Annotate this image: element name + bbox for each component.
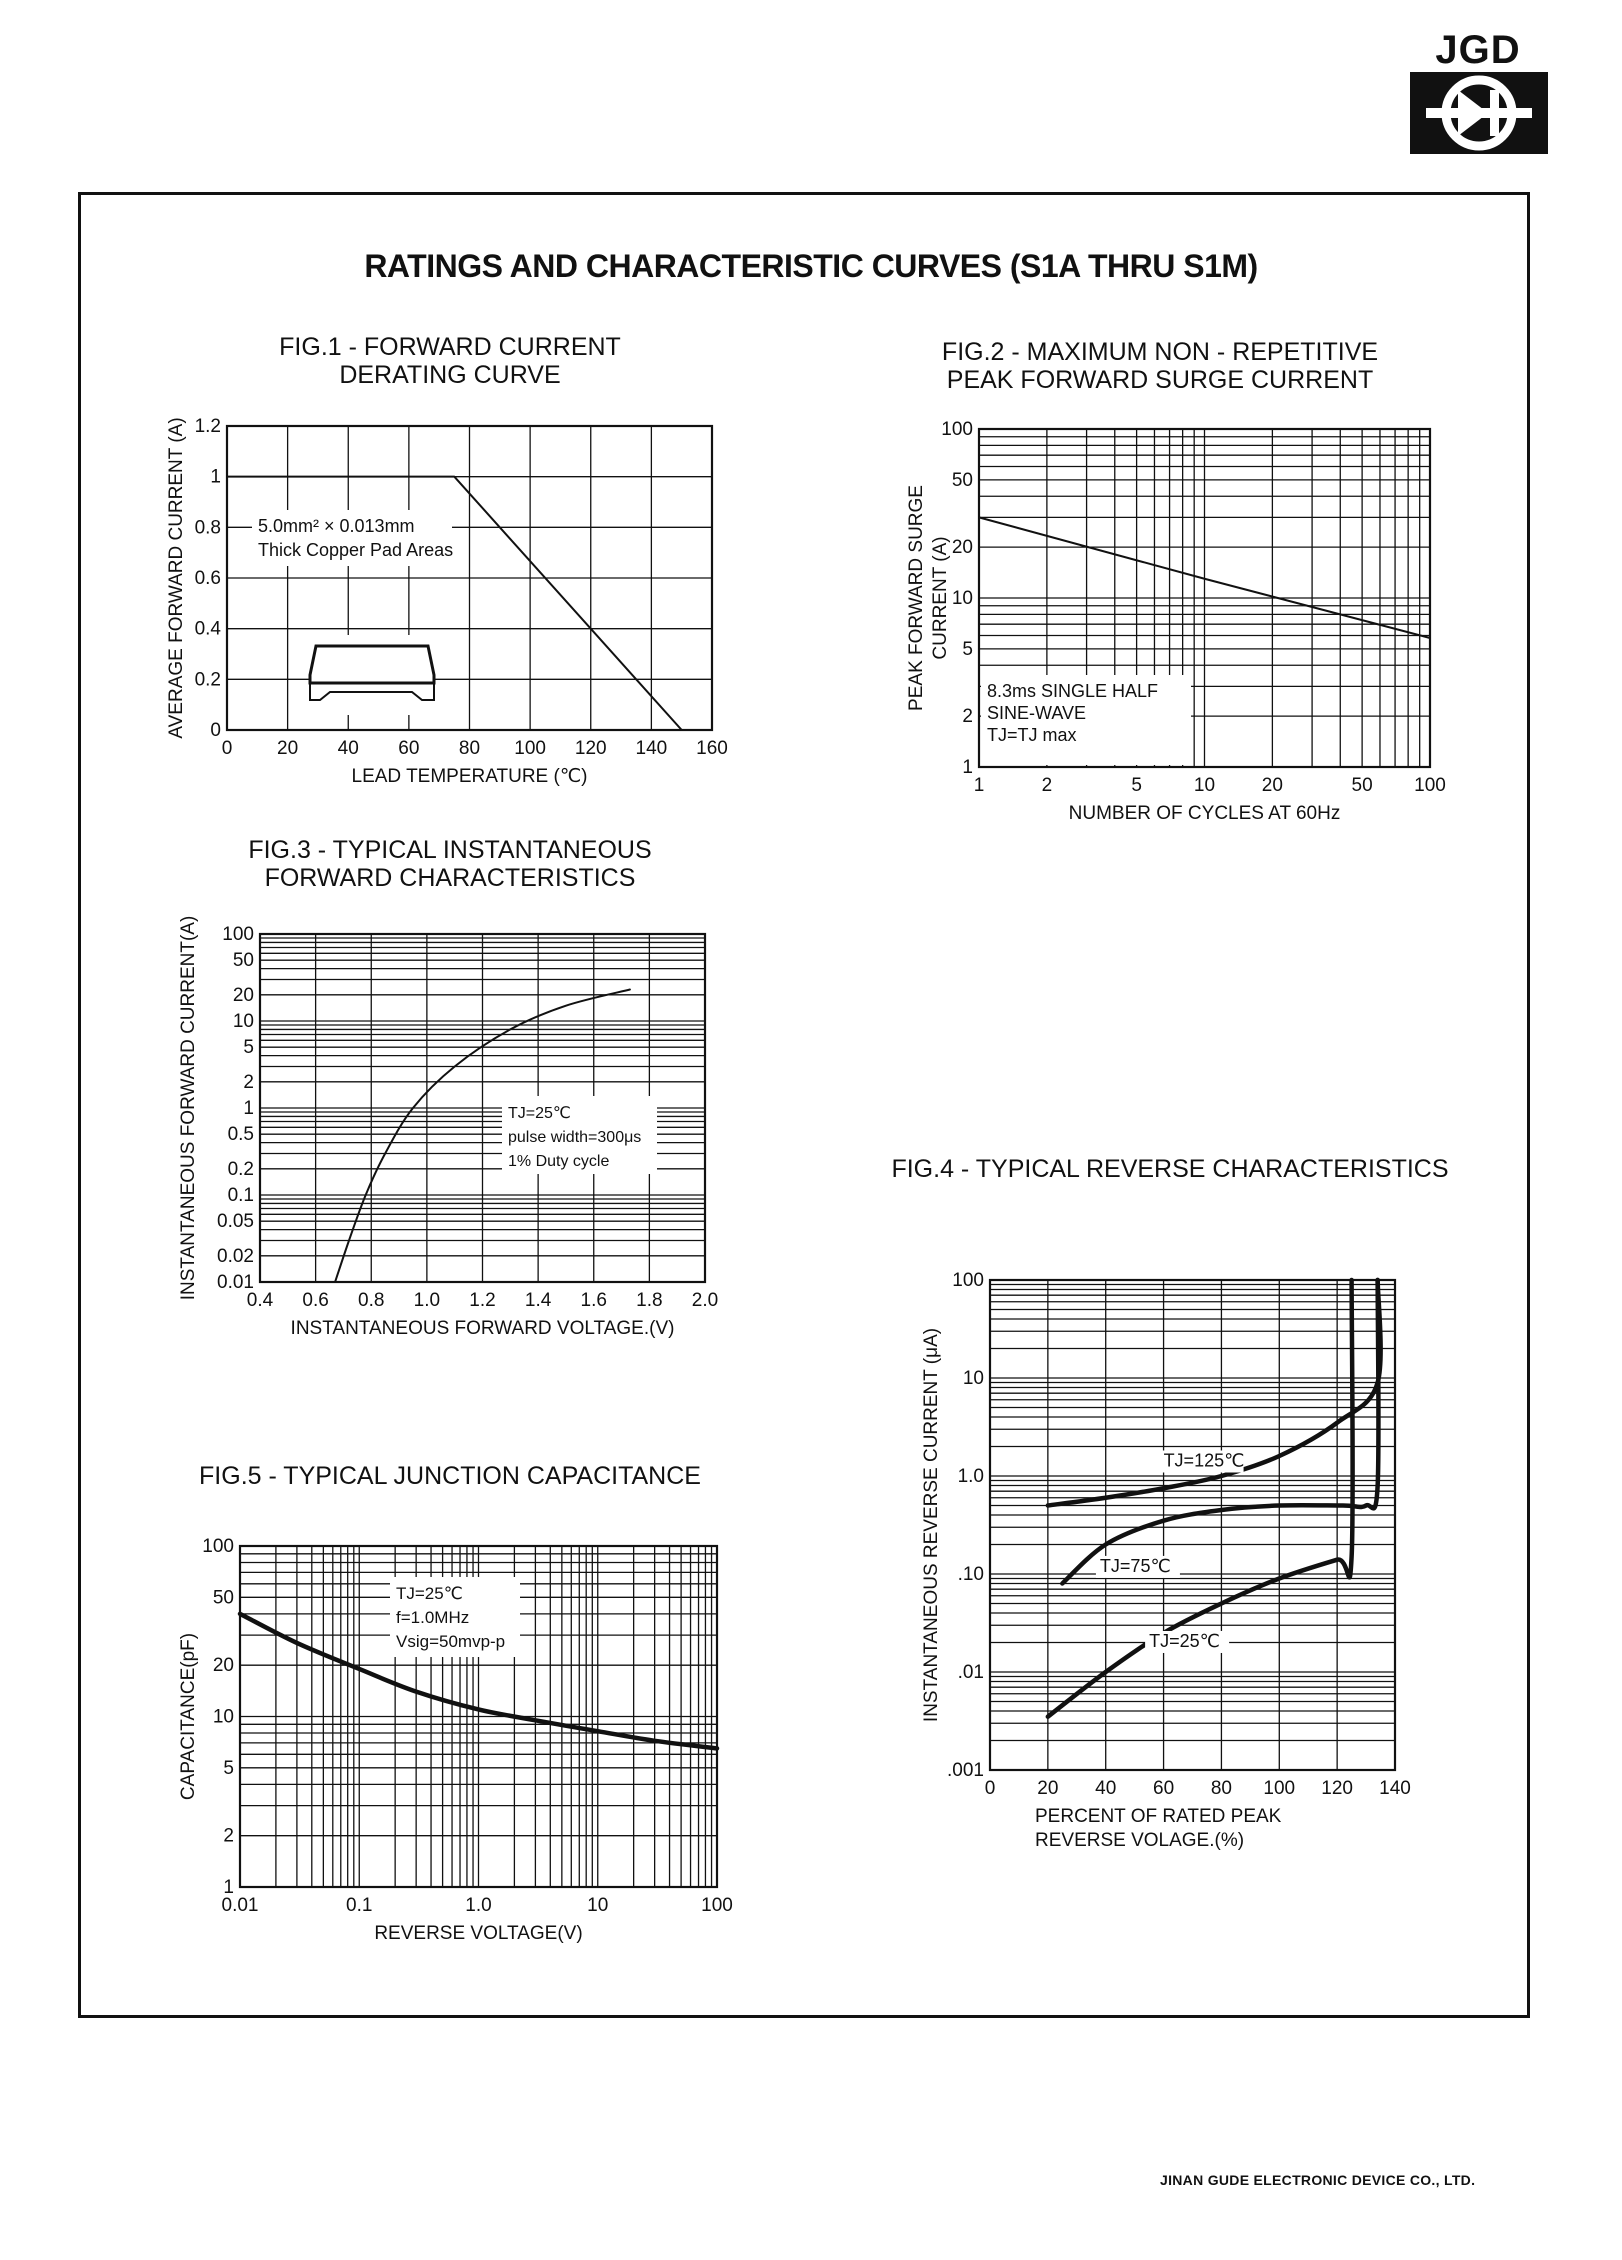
page-title: RATINGS AND CHARACTERISTIC CURVES (S1A THRU S1M) (364, 248, 1258, 284)
fig1-xtick-label: 140 (635, 738, 668, 759)
fig2-ytick-label: 5 (962, 638, 973, 660)
fig4-ytick-label: 1.0 (957, 1466, 984, 1487)
fig2-ytick-label: 20 (951, 537, 973, 559)
fig3-ytick-label: 0.1 (227, 1185, 254, 1206)
fig3-xtick-label: 1.4 (524, 1290, 552, 1311)
fig1-xtick-label: 40 (337, 738, 359, 759)
fig2-ytick-label: 10 (951, 588, 973, 609)
fig4-series-label: TJ=125℃ (1163, 1450, 1245, 1471)
fig2-xtick-label: 1 (973, 775, 985, 796)
fig3-ytick-label: 0.5 (227, 1124, 254, 1146)
fig5-ytick-label: 5 (223, 1757, 234, 1779)
fig3-xtick-label: 0.6 (302, 1290, 329, 1311)
fig3-ytick-label: 1 (243, 1098, 254, 1119)
fig2-ytick-label: 1 (962, 757, 973, 778)
fig2-xtick-label: 50 (1351, 775, 1373, 796)
fig1-annotation-line: Thick Copper Pad Areas (258, 540, 454, 560)
fig2-y-axis-label: CURRENT (A) (930, 536, 951, 660)
fig4-y-axis-label: INSTANTANEOUS REVERSE CURRENT (μA) (921, 1327, 942, 1723)
fig4-x-axis-label: PERCENT OF RATED PEAK (1035, 1806, 1282, 1827)
fig1-ytick-label: 0.4 (194, 618, 221, 640)
fig3-ytick-label: 50 (232, 950, 254, 972)
fig1-y-axis-label: AVERAGE FORWARD CURRENT (A) (166, 417, 187, 739)
fig2-xtick-label: 100 (1414, 775, 1446, 796)
fig1-annotation-line: 5.0mm² × 0.013mm (258, 516, 415, 536)
fig2-xtick-label: 2 (1041, 775, 1053, 796)
fig5-ytick-label: 2 (223, 1825, 234, 1847)
logo-text: JGD (1435, 28, 1521, 72)
fig3-ytick-label: 5 (243, 1037, 254, 1059)
fig5-chart (170, 1515, 750, 1944)
fig2-ytick-label: 50 (951, 469, 973, 491)
diode-logo-icon (1410, 72, 1548, 154)
fig4-xtick-label: 0 (984, 1778, 996, 1799)
fig4-xtick-label: 140 (1379, 1778, 1411, 1799)
fig4-chart (905, 1250, 1465, 1850)
fig5-xtick-label: 0.01 (221, 1895, 259, 1916)
fig5-title-line1: FIG.5 - TYPICAL JUNCTION CAPACITANCE (199, 1462, 701, 1490)
fig4-x-axis-label: REVERSE VOLAGE.(%) (1035, 1830, 1245, 1851)
fig4-title (870, 1155, 1470, 1183)
fig1-xtick-label: 100 (514, 738, 546, 759)
fig3-xtick-label: 2.0 (691, 1290, 719, 1311)
fig1-ytick-label: 0.8 (194, 517, 221, 539)
fig3-annotation-line: TJ=25℃ (508, 1105, 571, 1122)
fig5-annotation-line: TJ=25℃ (396, 1584, 463, 1603)
fig2-ytick-label: 2 (962, 706, 973, 728)
fig1-xtick-label: 80 (458, 738, 481, 759)
fig2-title-line2: PEAK FORWARD SURGE CURRENT (946, 366, 1374, 394)
fig4-series-label: TJ=25℃ (1149, 1630, 1220, 1651)
fig2-ytick-label: 100 (941, 419, 973, 440)
fig1-ytick-label: 1.2 (194, 416, 221, 437)
fig3-xtick-label: 0.8 (358, 1290, 385, 1311)
fig5-ytick-label: 100 (202, 1536, 234, 1557)
fig5-title (160, 1462, 740, 1490)
fig5-x-axis-label: REVERSE VOLTAGE(V) (374, 1923, 583, 1944)
fig4-ytick-label: 10 (962, 1368, 984, 1389)
fig2-xtick-label: 10 (1193, 775, 1216, 796)
fig3-xtick-label: 1.8 (636, 1290, 663, 1311)
fig5-annotation-line: f=1.0MHz (396, 1608, 470, 1627)
fig1-ytick-label: 0.2 (194, 669, 221, 691)
fig1-x-axis-label: LEAD TEMPERATURE (℃) (351, 766, 588, 787)
fig3-title (200, 836, 700, 892)
fig1-title-line1: FIG.1 - FORWARD CURRENT (279, 333, 621, 361)
fig5-ytick-label: 10 (212, 1706, 234, 1728)
fig5-annotation-line: Vsig=50mvp-p (396, 1632, 506, 1651)
fig4-ytick-label: .01 (957, 1662, 984, 1683)
fig4-xtick-label: 20 (1037, 1778, 1059, 1799)
fig3-ytick-label: 2 (243, 1071, 254, 1093)
fig1-xtick-label: 20 (277, 738, 299, 759)
fig5-ytick-label: 50 (212, 1587, 234, 1609)
fig1-xtick-label: 60 (398, 738, 420, 759)
fig3-title-line1: FIG.3 - TYPICAL INSTANTANEOUS (248, 836, 652, 864)
fig4-xtick-label: 80 (1210, 1778, 1232, 1799)
fig3-annotation-line: 1% Duty cycle (508, 1153, 610, 1170)
fig1-title (230, 333, 670, 389)
fig1-title-line2: DERATING CURVE (339, 361, 561, 389)
fig2-annotation-line: TJ=TJ max (987, 725, 1077, 745)
fig3-y-axis-label: INSTANTANEOUS FORWARD CURRENT(A) (178, 915, 199, 1301)
fig3-ytick-label: 0.2 (227, 1158, 254, 1180)
fig4-ytick-label: .001 (947, 1760, 984, 1781)
company-footer: JINAN GUDE ELECTRONIC DEVICE CO., LTD. (1160, 2172, 1476, 2188)
fig3-ytick-label: 10 (232, 1011, 254, 1032)
fig1-xtick-label: 160 (696, 738, 728, 759)
fig2-xtick-label: 5 (1131, 775, 1142, 796)
fig4-xtick-label: 60 (1153, 1778, 1175, 1799)
fig5-xtick-label: 0.1 (346, 1895, 373, 1916)
fig4-plot-frame (990, 1280, 1395, 1770)
fig3-x-axis-label: INSTANTANEOUS FORWARD VOLTAGE.(V) (290, 1318, 675, 1339)
fig4-ytick-label: 100 (952, 1270, 984, 1291)
fig5-xtick-label: 10 (587, 1895, 609, 1916)
fig1-ytick-label: 1 (210, 466, 221, 488)
fig4-xtick-label: 100 (1263, 1778, 1296, 1799)
fig2-annotation-line: 8.3ms SINGLE HALF (987, 681, 1159, 701)
fig2-xtick-label: 20 (1261, 775, 1283, 796)
fig2-y-axis-label: PEAK FORWARD SURGE (906, 485, 927, 711)
fig5-xtick-label: 100 (701, 1895, 733, 1916)
fig2-x-axis-label: NUMBER OF CYCLES AT 60Hz (1068, 803, 1341, 824)
fig4-ytick-label: .10 (957, 1564, 984, 1585)
fig1-xtick-label: 0 (221, 738, 233, 759)
fig3-xtick-label: 1.6 (580, 1290, 607, 1311)
fig3-ytick-label: 100 (222, 924, 254, 945)
fig3-xtick-label: 1.2 (469, 1290, 496, 1311)
fig5-ytick-label: 1 (223, 1877, 234, 1898)
fig4-xtick-label: 120 (1321, 1778, 1353, 1799)
fig3-annotation-line: pulse width=300μs (508, 1129, 642, 1146)
fig1-chart (150, 400, 750, 800)
fig3-title-line2: FORWARD CHARACTERISTICS (264, 864, 636, 892)
fig3-ytick-label: 0.05 (217, 1211, 254, 1233)
fig2-chart (880, 405, 1470, 825)
fig2-title-line1: FIG.2 - MAXIMUM NON - REPETITIVE (941, 338, 1379, 366)
fig3-ytick-label: 0.01 (217, 1272, 254, 1293)
fig2-annotation-line: SINE-WAVE (987, 703, 1087, 723)
fig3-ytick-label: 0.02 (217, 1245, 254, 1267)
fig3-ytick-label: 20 (232, 984, 254, 1006)
fig3-chart (170, 900, 750, 1360)
fig4-series-label: TJ=75℃ (1099, 1555, 1171, 1576)
fig5-ytick-label: 20 (212, 1655, 234, 1677)
fig3-xtick-label: 1.0 (413, 1290, 441, 1311)
fig3-xtick-label: 0.4 (246, 1290, 274, 1311)
fig5-y-axis-label: CAPACITANCE(pF) (178, 1632, 199, 1801)
fig2-title (900, 338, 1420, 394)
fig4-xtick-label: 40 (1095, 1778, 1117, 1799)
fig1-ytick-label: 0 (210, 720, 221, 741)
fig5-xtick-label: 1.0 (465, 1895, 492, 1916)
fig1-ytick-label: 0.6 (194, 568, 221, 589)
fig1-xtick-label: 120 (574, 738, 607, 759)
fig4-title-line1: FIG.4 - TYPICAL REVERSE CHARACTERISTICS (891, 1155, 1449, 1183)
fig4-series-line-1 (1062, 1280, 1378, 1583)
